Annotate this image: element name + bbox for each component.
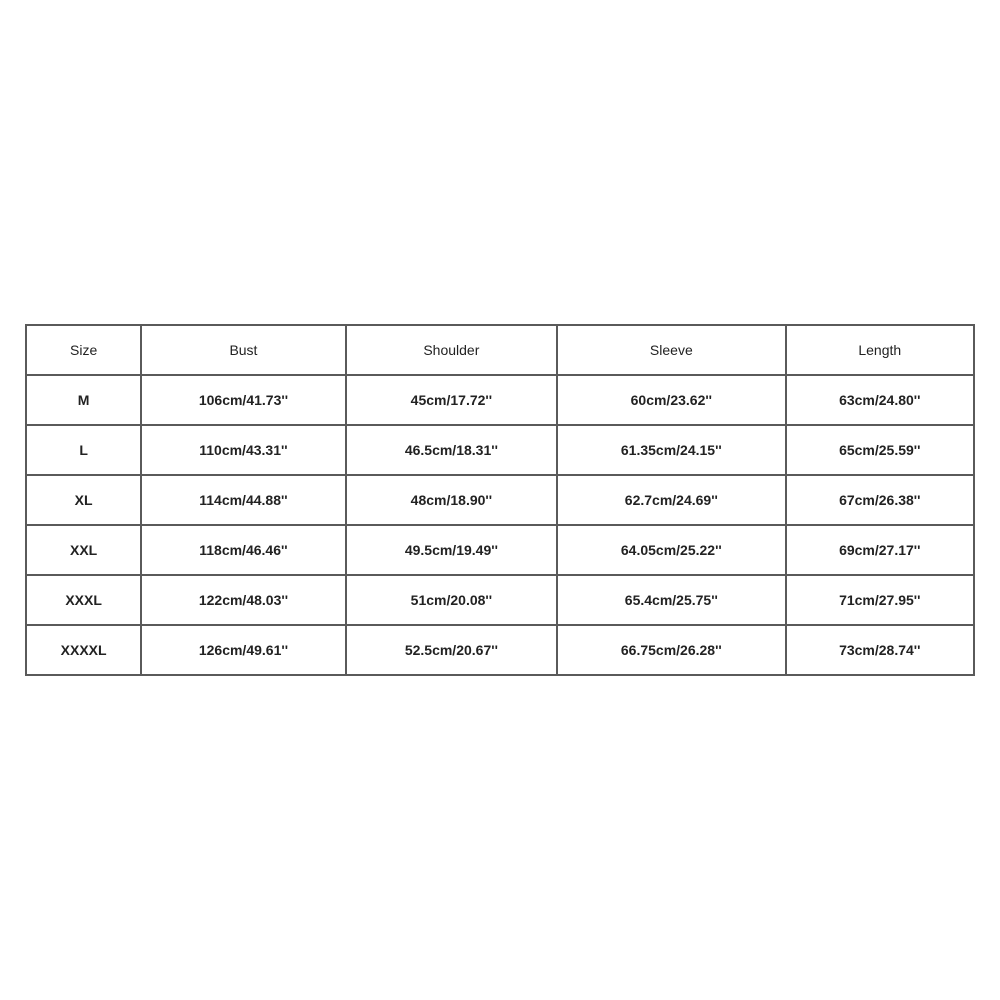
cell-bust: 118cm/46.46'' — [142, 526, 346, 576]
cell-shoulder: 46.5cm/18.31'' — [347, 426, 558, 476]
cell-length: 69cm/27.17'' — [787, 526, 975, 576]
cell-sleeve: 61.35cm/24.15'' — [558, 426, 786, 476]
cell-shoulder: 48cm/18.90'' — [347, 476, 558, 526]
cell-shoulder: 52.5cm/20.67'' — [347, 626, 558, 676]
header-sleeve: Sleeve — [558, 326, 786, 376]
header-bust: Bust — [142, 326, 346, 376]
table-row — [27, 476, 975, 526]
cell-bust: 114cm/44.88'' — [142, 476, 346, 526]
cell-length: 71cm/27.95'' — [787, 576, 975, 626]
cell-size: XXXL — [27, 576, 142, 626]
header-size: Size — [27, 326, 142, 376]
table-row — [27, 376, 975, 426]
cell-size: L — [27, 426, 142, 476]
cell-length: 73cm/28.74'' — [787, 626, 975, 676]
cell-bust: 110cm/43.31'' — [142, 426, 346, 476]
table-row — [27, 526, 975, 576]
cell-size: XXXXL — [27, 626, 142, 676]
cell-length: 63cm/24.80'' — [787, 376, 975, 426]
cell-size: M — [27, 376, 142, 426]
cell-sleeve: 60cm/23.62'' — [558, 376, 786, 426]
table-row — [27, 626, 975, 676]
cell-bust: 126cm/49.61'' — [142, 626, 346, 676]
cell-bust: 122cm/48.03'' — [142, 576, 346, 626]
cell-sleeve: 62.7cm/24.69'' — [558, 476, 786, 526]
cell-shoulder: 51cm/20.08'' — [347, 576, 558, 626]
cell-shoulder: 49.5cm/19.49'' — [347, 526, 558, 576]
cell-size: XL — [27, 476, 142, 526]
cell-size: XXL — [27, 526, 142, 576]
table-row — [27, 426, 975, 476]
table-row — [27, 576, 975, 626]
size-chart-table — [25, 324, 975, 676]
header-row — [27, 326, 975, 376]
cell-sleeve: 65.4cm/25.75'' — [558, 576, 786, 626]
cell-shoulder: 45cm/17.72'' — [347, 376, 558, 426]
cell-length: 67cm/26.38'' — [787, 476, 975, 526]
cell-length: 65cm/25.59'' — [787, 426, 975, 476]
header-length: Length — [787, 326, 975, 376]
header-shoulder: Shoulder — [347, 326, 558, 376]
cell-sleeve: 66.75cm/26.28'' — [558, 626, 786, 676]
cell-sleeve: 64.05cm/25.22'' — [558, 526, 786, 576]
cell-bust: 106cm/41.73'' — [142, 376, 346, 426]
